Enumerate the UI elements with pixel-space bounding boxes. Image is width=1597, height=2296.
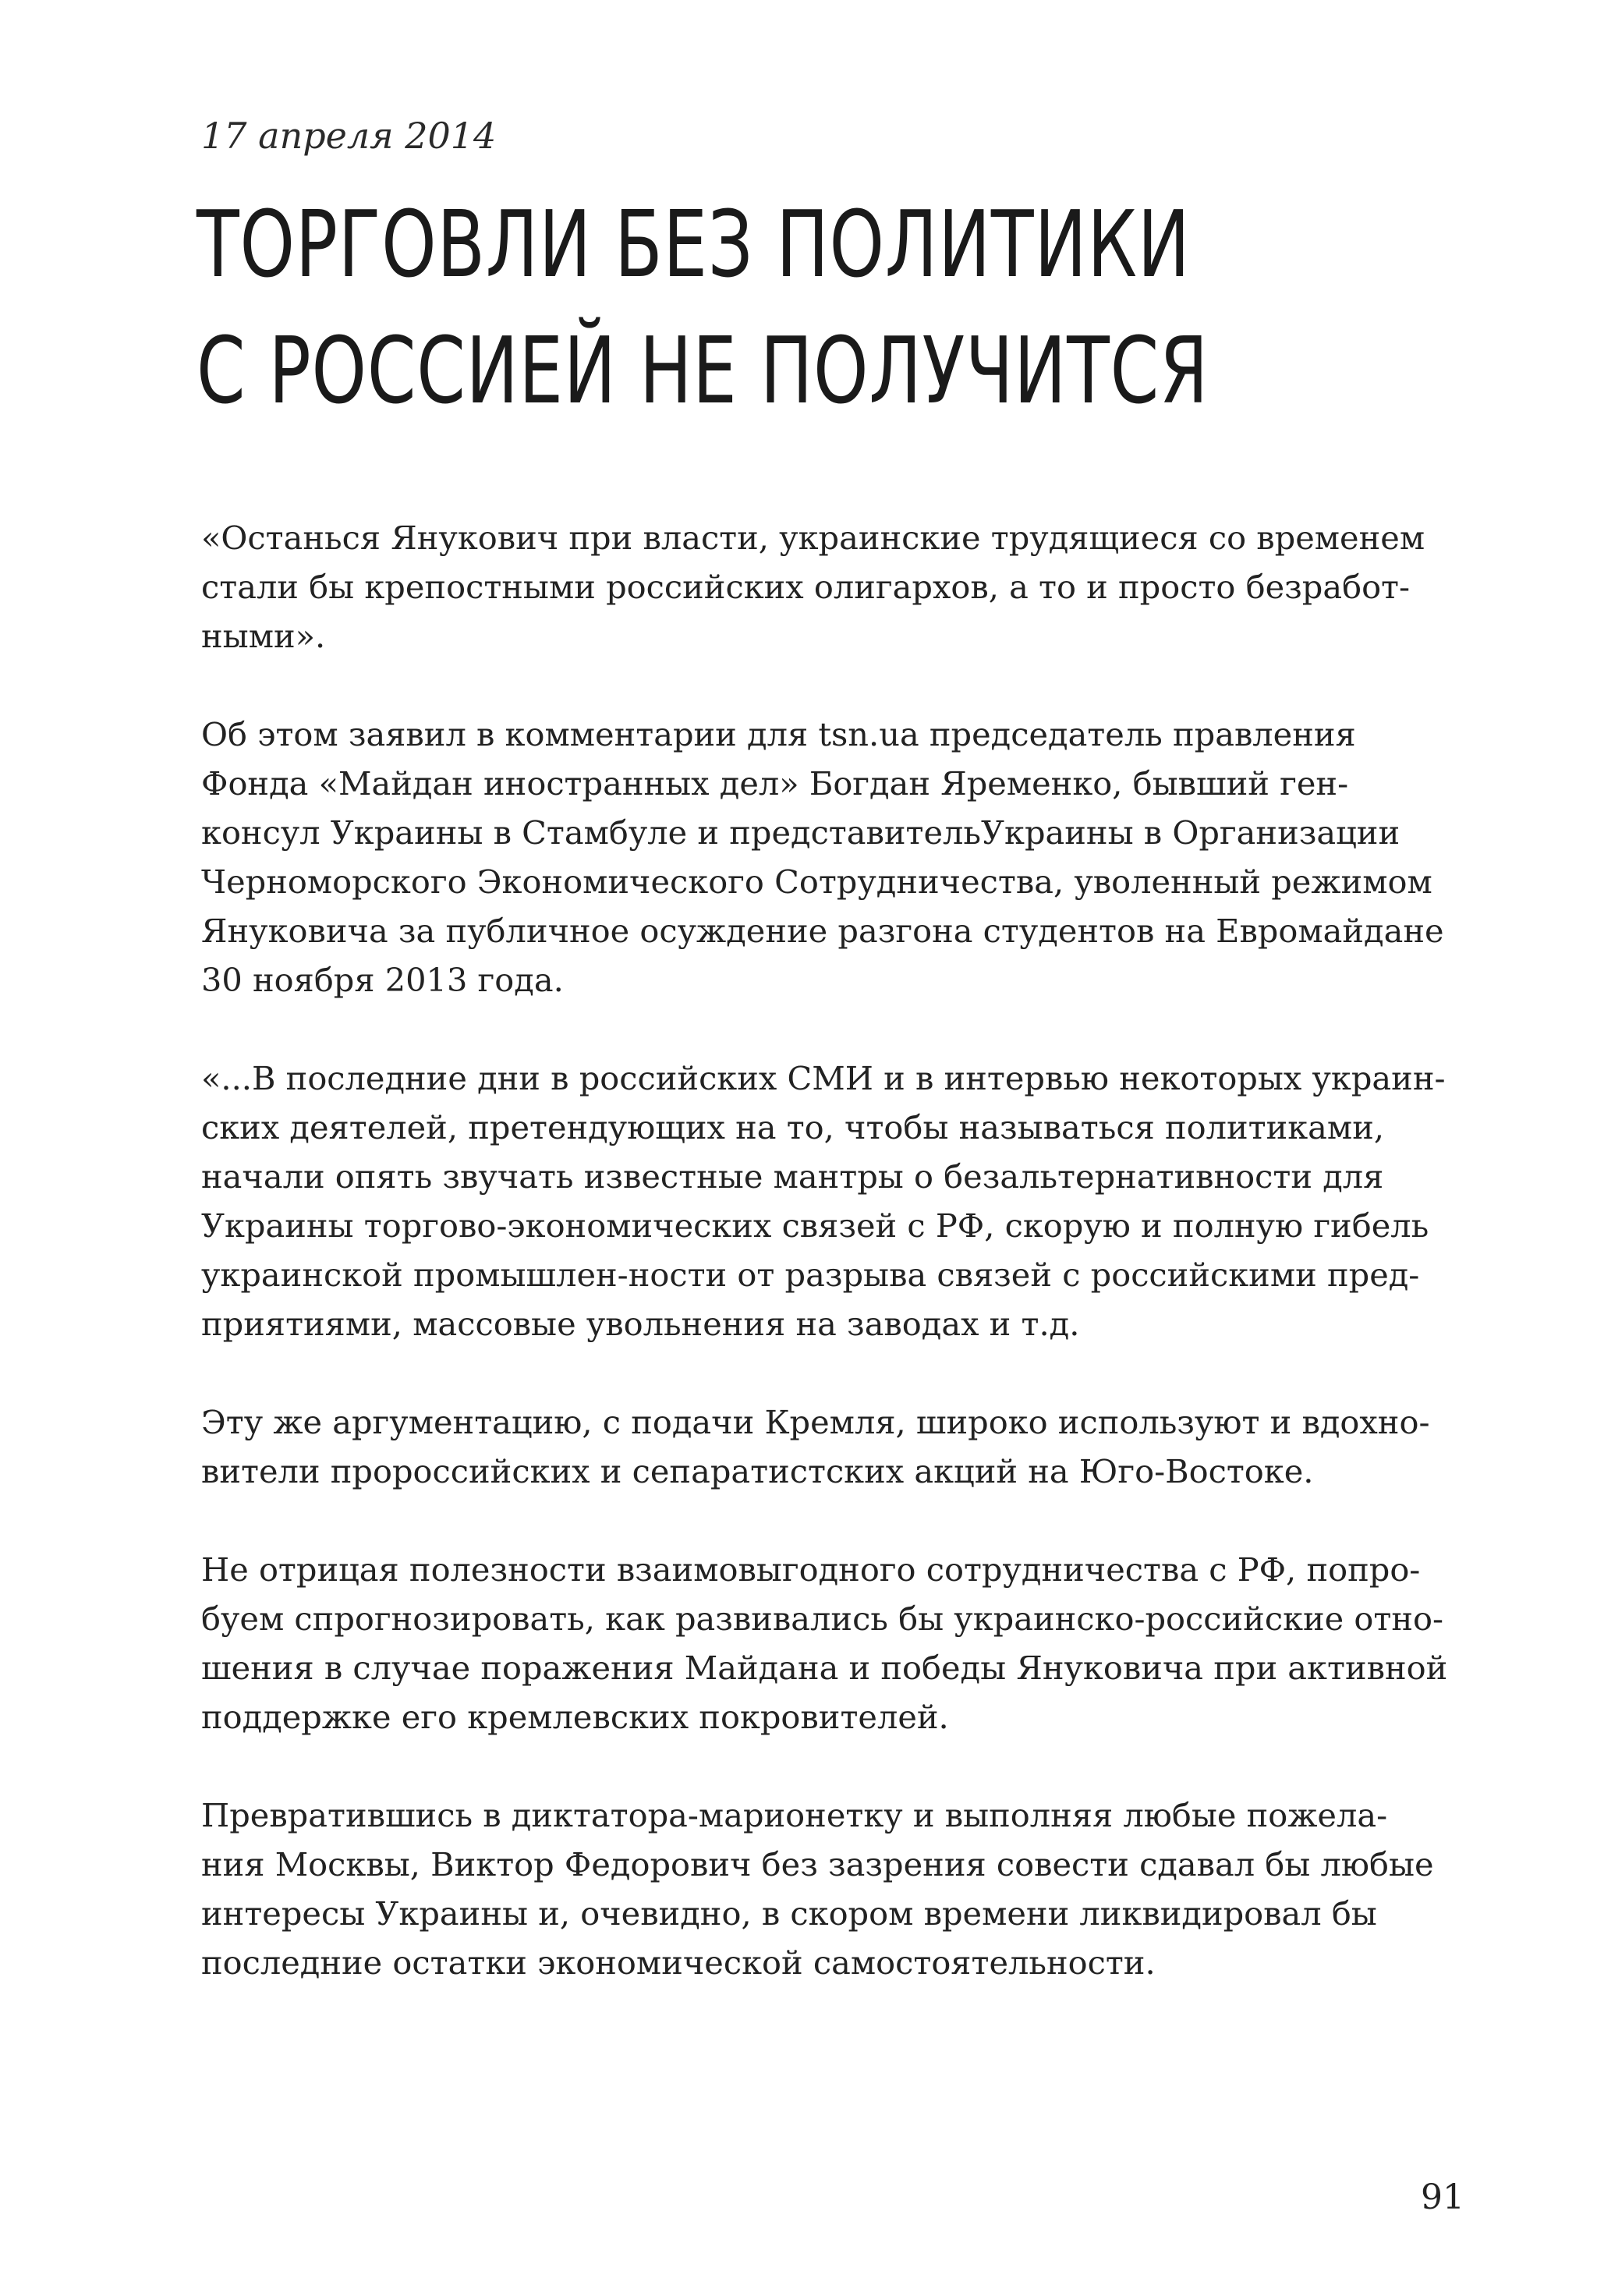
text-line: шения в случае поражения Майдана и победы Януковича при активной bbox=[201, 1649, 1448, 1687]
text-line: стали бы крепостными российских олигархов, а то и просто безработ- bbox=[201, 568, 1411, 606]
text-line: буем спрогнозировать, как развивались бы украинско-российские отно- bbox=[201, 1600, 1444, 1638]
page-number: 91 bbox=[1421, 2177, 1464, 2217]
text-line: приятиями, массовые увольнения на заводах и т.д. bbox=[201, 1305, 1080, 1343]
text-line: Фонда «Майдан иностранных дел» Богдан Яременко, бывший ген- bbox=[201, 764, 1349, 803]
paragraph bbox=[201, 1054, 1464, 1348]
text-line: Превратившись в диктатора-марионетку и выполняя любые пожела- bbox=[201, 1796, 1388, 1834]
text-line: Украины торгово-экономических связей с РФ, скорую и полную гибель bbox=[201, 1206, 1429, 1245]
paragraph bbox=[201, 710, 1464, 1004]
text-line: 30 ноября 2013 года. bbox=[201, 961, 564, 999]
text-line: Об этом заявил в комментарии для tsn.ua председатель правления bbox=[201, 715, 1356, 753]
text-line: последние остатки экономической самостоятельности. bbox=[201, 1943, 1156, 1982]
article-date: 17 апреля 2014 bbox=[201, 115, 497, 157]
paragraph bbox=[201, 1791, 1464, 1987]
text-line: ния Москвы, Виктор Федорович без зазрения совести сдавал бы любые bbox=[201, 1845, 1434, 1883]
text-line: Черноморского Экономического Сотрудничества, уволенный режимом bbox=[201, 863, 1432, 901]
text-line: ских деятелей, претендующих на то, чтобы называться политиками, bbox=[201, 1108, 1385, 1146]
article-title bbox=[197, 181, 1209, 434]
paragraph bbox=[201, 1545, 1464, 1741]
text-line: начали опять звучать известные мантры о безальтернативности для bbox=[201, 1157, 1384, 1196]
text-line: Не отрицая полезности взаимовыгодного сотрудничества с РФ, попро- bbox=[201, 1550, 1421, 1589]
text-line: Януковича за публичное осуждение разгона студентов на Евромайдане bbox=[201, 912, 1444, 950]
text-line: Эту же аргументацию, с подачи Кремля, широко используют и вдохно- bbox=[201, 1403, 1430, 1441]
text-line: украинской промышлен-ности от разрыва связей с российскими пред- bbox=[201, 1256, 1420, 1294]
paragraph bbox=[201, 1398, 1464, 1496]
text-line: «...В последние дни в российских СМИ и в интервью некоторых украин- bbox=[201, 1059, 1446, 1097]
text-line: вители пророссийских и сепаратистских акций на Юго-Востоке. bbox=[201, 1452, 1314, 1490]
text-line: поддержке его кремлевских покровителей. bbox=[201, 1698, 949, 1736]
paragraph bbox=[201, 513, 1464, 661]
text-line: интересы Украины и, очевидно, в скором времени ликвидировал бы bbox=[201, 1894, 1377, 1933]
article-title-line: ТОРГОВЛИ БЕЗ ПОЛИТИКИ bbox=[197, 190, 1191, 298]
article-body bbox=[201, 513, 1464, 2036]
text-line: ными». bbox=[201, 617, 326, 655]
text-line: «Останься Янукович при власти, украинские трудящиеся со временем bbox=[201, 519, 1425, 557]
article-title-line: С РОССИЕЙ НЕ ПОЛУЧИТСЯ bbox=[197, 317, 1209, 424]
text-line: консул Украины в Стамбуле и представительУкраины в Организации bbox=[201, 813, 1400, 852]
